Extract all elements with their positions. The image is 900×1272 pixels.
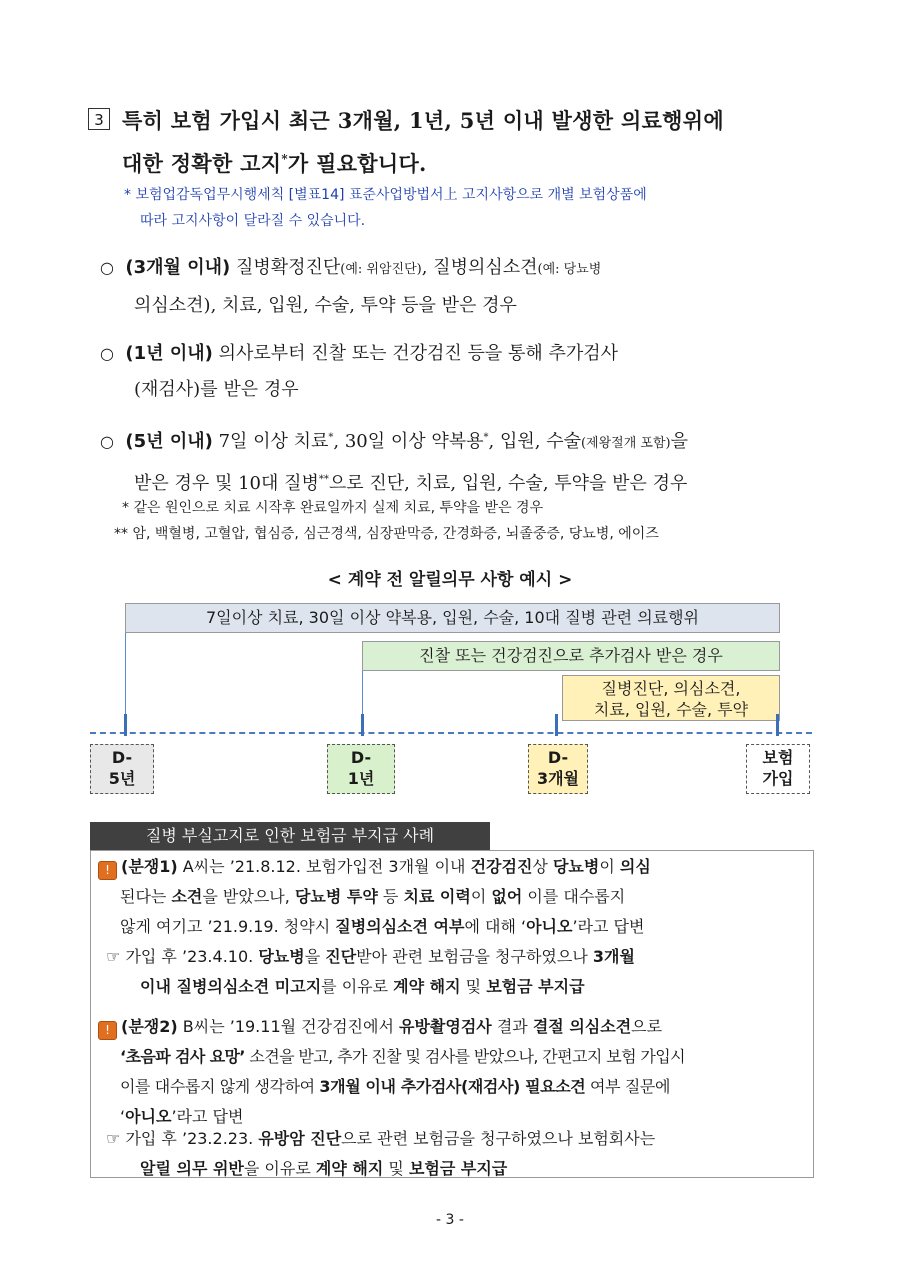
- timeline-marker-d1y: D- 1년: [327, 744, 395, 794]
- bullet-3-months: ○ (3개월 이내) 질병확정진단(예: 위암진단), 질병의심소견(예: 당뇨병 의심소견), 치료, 입원, 수술, 투약 등을 받은 경우: [100, 257, 602, 316]
- timeline-bar-3-months: 질병진단, 의심소견, 치료, 입원, 수술, 투약: [562, 675, 780, 721]
- timeline-tick: [124, 714, 127, 736]
- heading-line-2: 대한 정확한 고지*가 필요합니다.: [122, 151, 427, 176]
- note-line-2: 따라 고지사항이 달라질 수 있습니다.: [140, 213, 366, 229]
- timeline-bar-5-years: 7일이상 치료, 30일 이상 약복용, 입원, 수술, 10대 질병 관련 의료행위: [125, 603, 780, 633]
- section-number-box: 3: [88, 108, 110, 130]
- bullet-1-year: ○ (1년 이내) 의사로부터 진찰 또는 건강검진 등을 통해 추가검사 (재검사)를 받은 경우: [100, 343, 619, 400]
- note-line-1: * 보험업감독업무시행세칙 [별표14] 표준사업방법서上 고지사항으로 개별 보험상품에: [124, 187, 647, 203]
- heading-line-1: 특히 보험 가입시 최근 3개월, 1년, 5년 이내 발생한 의료행위에: [122, 108, 724, 133]
- timeline-title: < 계약 전 알릴의무 사항 예시 >: [327, 570, 573, 590]
- page-number: - 3 -: [436, 1212, 464, 1228]
- bullet-5-years: ○ (5년 이내) 7일 이상 치료*, 30일 이상 약복용*, 입원, 수술(제왕절개 포함)을 받은 경우 및 10대 질병**으로 진단, 치료, 입원, 수술, 투약을 받은 경우: [100, 431, 688, 494]
- timeline-marker-join: 보험 가입: [746, 744, 810, 794]
- timeline-tick: [776, 714, 779, 736]
- timeline-axis: [90, 732, 812, 734]
- case-1: ! (분쟁1) A씨는 ’21.8.12. 보험가입전 3개월 이내 건강검진상 당뇨병이 의심 된다는 소견을 받았으나, 당뇨병 투약 등 치료 이력이 없어 이를 대수롭지 않게 여기고 ’21.9.19. 청약시 질병의심소견 여부에 대해 ‘아니오’라고 답변: [98, 852, 810, 942]
- circle-bullet-icon: ○: [100, 344, 114, 363]
- case-2: ! (분쟁2) B씨는 ’19.11월 건강검진에서 유방촬영검사 결과 결절 의심소견으로 ‘초음파 검사 요망’ 소견을 받고, 추가 진찰 및 검사를 받았으나, 간편고지 보험 가입시 이를 대수롭지 않게 생각하여 3개월 이내 추가검사(재검사) 필요소견 여부 질문에 ‘아니오’라고 답변: [98, 1012, 810, 1132]
- alert-icon: !: [98, 1021, 117, 1040]
- regulation-note: [124, 182, 824, 234]
- footnote-1: * 같은 원인으로 치료 시작후 완료일까지 실제 치료, 투약을 받은 경우: [122, 500, 544, 516]
- timeline-marker-d5y: D- 5년: [90, 744, 154, 794]
- section-heading: [122, 102, 822, 183]
- pointing-hand-icon: ☞: [106, 1129, 121, 1148]
- circle-bullet-icon: ○: [100, 258, 114, 277]
- timeline-bar-1-year: 진찰 또는 건강검진으로 추가검사 받은 경우: [362, 641, 780, 671]
- pointing-hand-icon: ☞: [106, 947, 121, 966]
- alert-icon: !: [98, 861, 117, 880]
- timeline-marker-d3m: D- 3개월: [528, 744, 588, 794]
- case-1-result: ☞ 가입 후 ’23.4.10. 당뇨병을 진단받아 관련 보험금을 청구하였으나 3개월 이내 질병의심소견 미고지를 이유로 계약 해지 및 보험금 부지급: [106, 947, 635, 996]
- timeline-tick: [361, 714, 364, 736]
- case-2-result: ☞ 가입 후 ’23.2.23. 유방암 진단으로 관련 보험금을 청구하였으나 보험회사는 알릴 의무 위반을 이유로 계약 해지 및 보험금 부지급: [106, 1129, 656, 1178]
- case-section-title: 질병 부실고지로 인한 보험금 부지급 사례: [90, 822, 490, 850]
- circle-bullet-icon: ○: [100, 432, 114, 451]
- footnote-2: ** 암, 백혈병, 고혈압, 협심증, 심근경색, 심장판막증, 간경화증, 뇌졸중증, 당뇨병, 에이즈: [114, 526, 659, 542]
- timeline-tick: [555, 714, 558, 736]
